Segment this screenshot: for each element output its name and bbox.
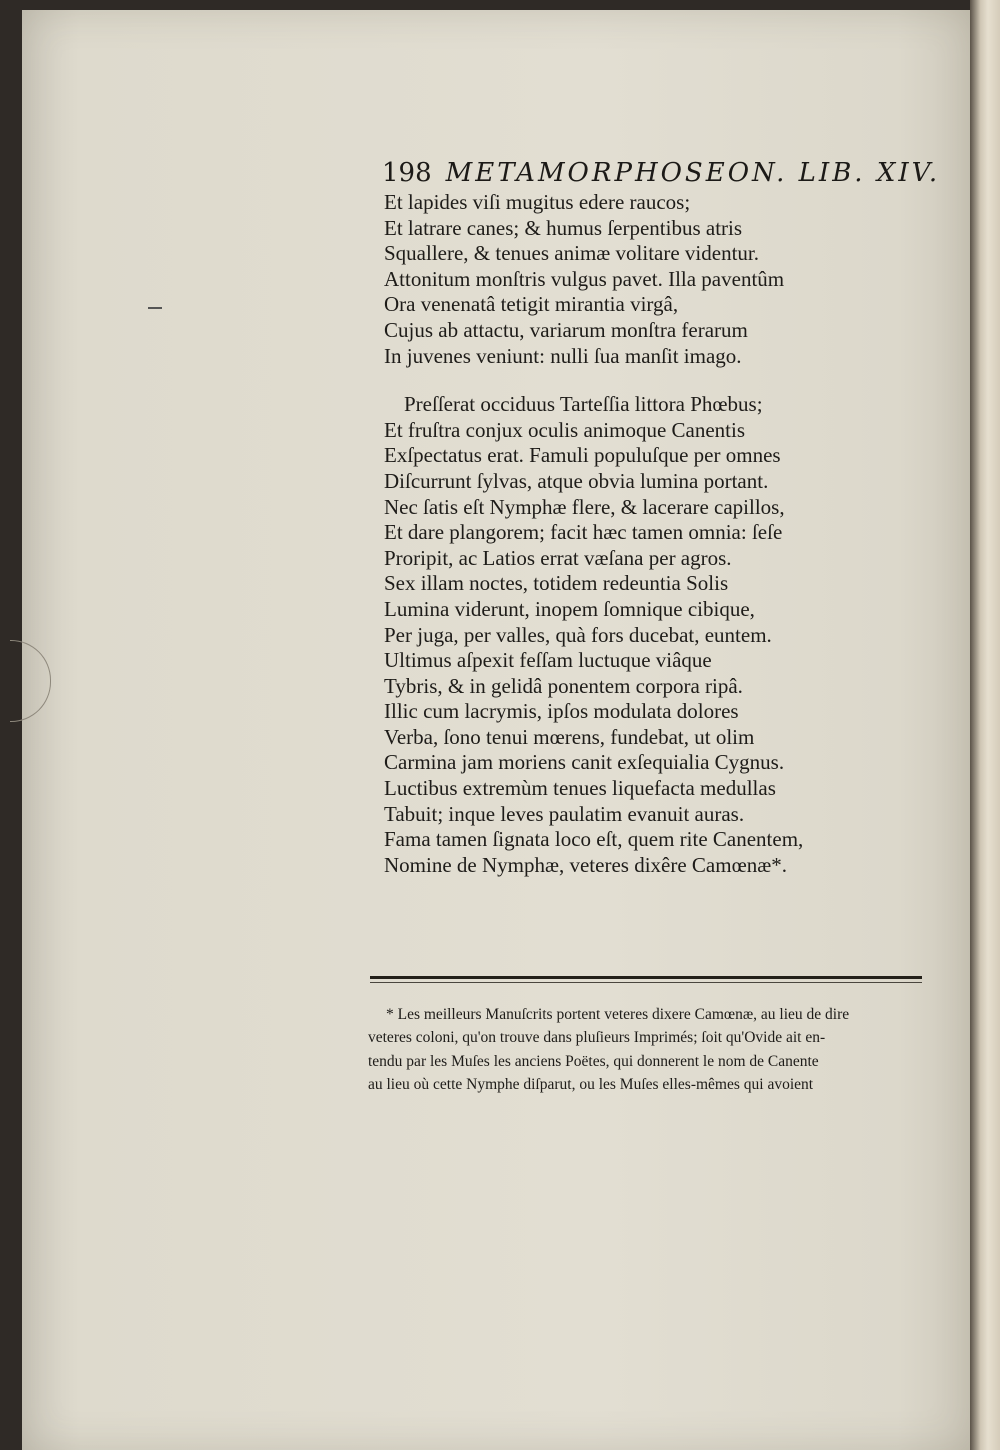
verse-line: Illic cum lacrymis, ipſos modulata dolores [384, 699, 739, 724]
verse-line: Lumina viderunt, inopem ſomnique cibique, [384, 596, 755, 621]
verse-line: Carmina jam moriens canit exſequialia Cygnus. [384, 750, 785, 775]
verse-line: Ultimus aſpexit feſſam luctuque viâque [384, 648, 712, 673]
verse-line: Diſcurrunt ſylvas, atque obvia lumina portant. [384, 468, 769, 493]
verse-line: Exſpectatus erat. Famuli populuſque per omnes [384, 443, 781, 468]
verse-line: Ora venenatâ tetigit mirantia virgâ, [384, 292, 679, 317]
verse-line: Et latrare canes; & humus ſerpentibus atris [384, 215, 743, 240]
verse-line: Proripit, ac Latios errat væſana per agros. [384, 545, 732, 570]
margin-dash-mark [148, 307, 162, 309]
verse-line: Tybris, & in gelidâ ponentem corpora ripâ. [384, 673, 743, 698]
footnote [368, 1003, 924, 1097]
verse-line: Attonitum monſtris vulgus pavet. Illa paventûm [384, 266, 785, 291]
footnote-line: veteres coloni, qu'on trouve dans pluſieurs Imprimés; ſoit qu'Ovide ait en- [368, 1029, 826, 1047]
verse-line: Squallere, & tenues animæ volitare videntur. [384, 241, 759, 266]
footnote-rule [370, 976, 922, 979]
footnote-rule-thin [370, 982, 922, 983]
verse-line: Verba, ſono tenui mœrens, fundebat, ut olim [384, 724, 755, 749]
page-number: 198 [382, 158, 432, 188]
verse-line: Luctibus extremùm tenues liquefacta medullas [384, 776, 776, 801]
verse-line: Et dare plangorem; facit hæc tamen omnia: ſeſe [384, 520, 783, 545]
running-header [382, 158, 941, 188]
verse-line: In juvenes veniunt: nulli ſua manſit imago. [384, 343, 742, 368]
verse-line: Cujus ab attactu, variarum monſtra ferarum [384, 317, 748, 342]
verse-line: Tabuit; inque leves paulatim evanuit auras. [384, 801, 745, 826]
footnote-line: * Les meilleurs Manuſcrits portent veteres dixere Camœnæ, au lieu de dire [386, 1006, 850, 1023]
verse-line: Nomine de Nymphæ, veteres dixêre Camœnæ*. [384, 852, 787, 877]
verse-line: Et lapides viſi mugitus edere raucos; [384, 190, 691, 214]
running-title: METAMORPHOSEON. LIB. XIV. [445, 158, 941, 188]
page-gutter [970, 0, 1000, 1450]
verse-line: Sex illam noctes, totidem redeuntia Solis [384, 571, 729, 596]
stanza-gap [384, 369, 884, 392]
verse-line: Fama tamen ſignata loco eſt, quem rite Canentem, [384, 827, 804, 852]
verse-line: Preſſerat occiduus Tarteſſia littora Phœbus; [404, 392, 763, 417]
verse-block [384, 190, 884, 878]
verse-line: Nec ſatis eſt Nymphæ flere, & lacerare capillos, [384, 494, 785, 519]
footnote-line: au lieu où cette Nymphe diſparut, ou les Muſes elles-mêmes qui avoient [368, 1076, 814, 1094]
footnote-line: tendu par les Muſes les anciens Poëtes, qui donnerent le nom de Canente [368, 1052, 819, 1070]
verse-line: Et fruſtra conjux oculis animoque Canentis [384, 417, 745, 442]
verse-line: Per juga, per valles, quà fors ducebat, euntem. [384, 622, 772, 647]
